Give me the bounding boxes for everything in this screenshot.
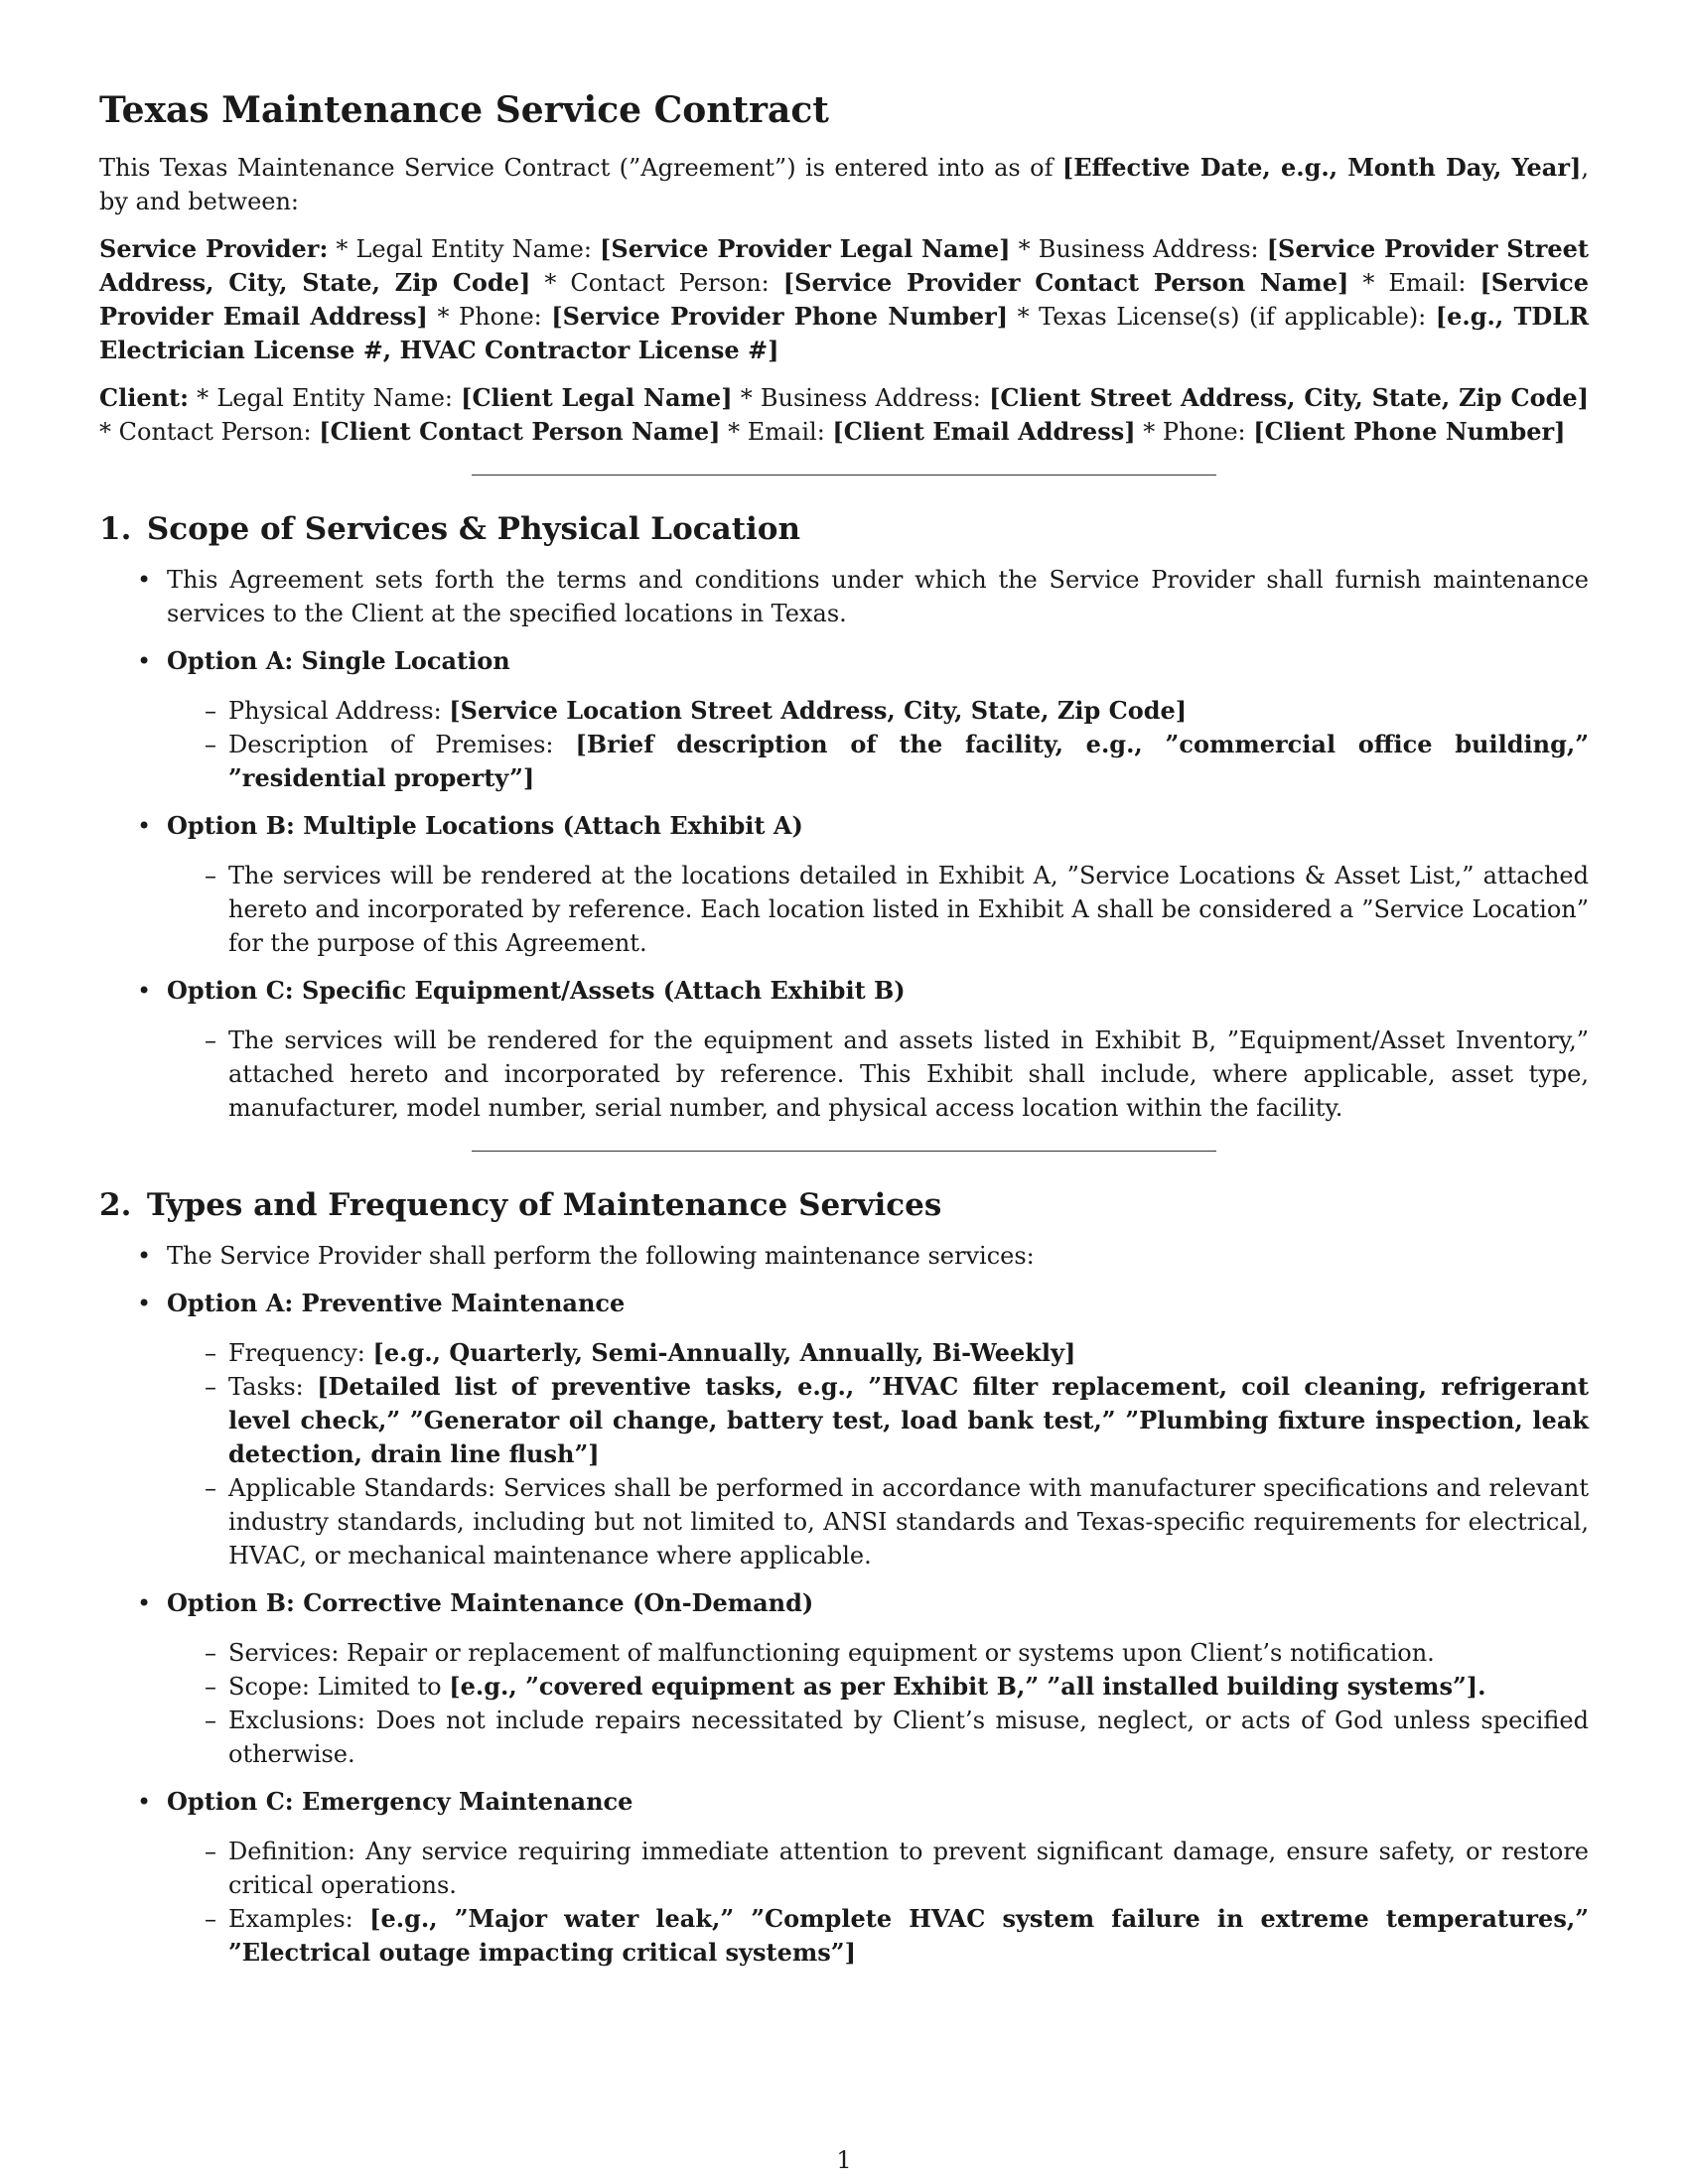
section-2-list: [99, 1239, 1589, 1970]
field-label: Description of Premises:: [228, 731, 576, 758]
list-item: [99, 563, 1589, 630]
option-b-sublist: [167, 1636, 1589, 1771]
examples-placeholder: [e.g., ”Major water leak,” ”Complete HVAC system failure in extreme temperatures,” ”Electrical outage impacting critical systems”]: [228, 1904, 1589, 1967]
section-1-list: [99, 563, 1589, 1125]
field-label: * Legal Entity Name:: [189, 384, 462, 412]
document-page: [99, 69, 1589, 1983]
provider-email-placeholder: [Service Provider Email Address]: [99, 268, 1589, 331]
list-item: – Applicable Standards: Services shall be performed in accordance with manufacturer specifications and relevant industry standards, including but not limited to, ANSI standards and Texas-specific requirements for electrical, HVAC, or mechanical maintenance where applicable.: [167, 1471, 1589, 1572]
field-label: Examples:: [228, 1905, 370, 1933]
client-address-placeholder: [Client Street Address, City, State, Zip Code]: [989, 383, 1589, 412]
section-divider: [472, 475, 1216, 476]
list-item: [167, 694, 1589, 728]
provider-phone-placeholder: [Service Provider Phone Number]: [551, 302, 1009, 331]
option-c-label: Option C: Emergency Maintenance: [167, 1787, 633, 1816]
list-item: – The services will be rendered at the locations detailed in Exhibit A, ”Service Locations & Asset List,” attached hereto and incorporated by reference. Each location listed in Exhibit A shall be considered a ”Service Location” for the purpose of this Agreement.: [167, 859, 1589, 960]
list-item: – The services will be rendered for the equipment and assets listed in Exhibit B, ”Equipment/Asset Inventory,” attached hereto and incorporated by reference. This Exhibit shall include, where applicable, asset type, manufacturer, model number, serial number, and physical access location within the facility.: [167, 1024, 1589, 1125]
field-label: * Business Address:: [732, 384, 990, 412]
field-label: * Business Address:: [1010, 235, 1267, 263]
intro-text: This Texas Maintenance Service Contract (”Agreement”) is entered into as of: [99, 154, 1062, 182]
section-divider: [472, 1151, 1216, 1152]
client-contact-placeholder: [Client Contact Person Name]: [319, 417, 721, 446]
client-email-placeholder: [Client Email Address]: [832, 417, 1136, 446]
document-title: Texas Maintenance Service Contract: [99, 89, 829, 131]
list-item: [167, 1336, 1589, 1370]
list-item: [167, 1902, 1589, 1970]
service-provider-label: Service Provider:: [99, 234, 329, 263]
provider-legal-name-placeholder: [Service Provider Legal Name]: [600, 234, 1011, 263]
field-label: * Texas License(s) (if applicable):: [1008, 303, 1436, 331]
intro-text-end: , by and between:: [99, 154, 1589, 215]
client-paragraph: [99, 381, 1589, 449]
field-label: Scope: Limited to: [228, 1673, 450, 1701]
option-a-sublist: [167, 1336, 1589, 1572]
service-provider-paragraph: [99, 232, 1589, 367]
section-1-intro: This Agreement sets forth the terms and conditions under which the Service Provider shall furnish maintenance services to the Client at the specified locations in Texas.: [167, 566, 1589, 627]
premises-description-placeholder: [Brief description of the facility, e.g., ”commercial office building,” ”residential property”]: [228, 730, 1590, 792]
option-a-label: Option A: Preventive Maintenance: [167, 1289, 626, 1317]
frequency-placeholder: [e.g., Quarterly, Semi-Annually, Annually, Bi-Weekly]: [372, 1338, 1076, 1367]
field-label: * Contact Person:: [99, 418, 320, 446]
client-phone-placeholder: [Client Phone Number]: [1253, 417, 1566, 446]
section-1-heading: 1. Scope of Services & Physical Location: [99, 511, 801, 547]
option-b-sublist: [167, 859, 1589, 960]
tasks-placeholder: [Detailed list of preventive tasks, e.g., ”HVAC filter replacement, coil cleaning, refrigerant level check,” ”Generator oil change, battery test, load bank test,” ”Plumbing fixture inspection, leak detection, drain line flush”]: [228, 1372, 1590, 1468]
location-address-placeholder: [Service Location Street Address, City, State, Zip Code]: [449, 696, 1188, 725]
provider-license-placeholder: [e.g., TDLR Electrician License #, HVAC Contractor License #]: [99, 302, 1590, 364]
option-b-label: Option B: Multiple Locations (Attach Exhibit A): [167, 811, 803, 840]
section-2-intro: The Service Provider shall perform the following maintenance services:: [167, 1242, 1035, 1270]
intro-paragraph: [99, 151, 1589, 218]
list-item: [99, 809, 1589, 960]
list-item: – Exclusions: Does not include repairs necessitated by Client’s misuse, neglect, or acts of God unless specified otherwise.: [167, 1704, 1589, 1771]
list-item: [167, 728, 1589, 795]
client-label: Client:: [99, 383, 189, 412]
option-a-label: Option A: Single Location: [167, 646, 510, 675]
page-number: 1: [836, 2146, 852, 2174]
provider-address-placeholder: [Service Provider Street Address, City, State, Zip Code]: [99, 234, 1589, 297]
field-label: * Contact Person:: [530, 269, 783, 297]
option-c-sublist: [167, 1835, 1589, 1970]
field-label: Tasks:: [228, 1373, 318, 1401]
option-c-sublist: [167, 1024, 1589, 1125]
list-item: [99, 1239, 1589, 1273]
list-item: – Definition: Any service requiring immediate attention to prevent significant damage, ensure safety, or restore critical operations.: [167, 1835, 1589, 1902]
field-label: * Email:: [1348, 269, 1480, 297]
list-item: [99, 644, 1589, 795]
client-legal-name-placeholder: [Client Legal Name]: [461, 383, 733, 412]
list-item: – Services: Repair or replacement of malfunctioning equipment or systems upon Client’s notification.: [167, 1636, 1589, 1670]
field-label: * Email:: [720, 418, 833, 446]
section-2-heading: 2. Types and Frequency of Maintenance Services: [99, 1187, 942, 1223]
field-label: * Phone:: [1135, 418, 1254, 446]
field-label: * Legal Entity Name:: [328, 235, 601, 263]
list-item: [167, 1670, 1589, 1704]
field-label: Frequency:: [228, 1339, 373, 1367]
list-item: [99, 1785, 1589, 1970]
list-item: [99, 974, 1589, 1125]
provider-contact-placeholder: [Service Provider Contact Person Name]: [782, 268, 1349, 297]
list-item: [99, 1586, 1589, 1771]
option-a-sublist: [167, 694, 1589, 795]
field-label: * Phone:: [427, 303, 552, 331]
list-item: [99, 1287, 1589, 1572]
effective-date-placeholder: [Effective Date, e.g., Month Day, Year]: [1061, 153, 1582, 182]
scope-placeholder: [e.g., ”covered equipment as per Exhibit B,” ”all installed building systems”].: [449, 1672, 1486, 1701]
field-label: Physical Address:: [228, 697, 450, 725]
option-b-label: Option B: Corrective Maintenance (On-Demand): [167, 1588, 814, 1617]
list-item: [167, 1370, 1589, 1471]
option-c-label: Option C: Specific Equipment/Assets (Attach Exhibit B): [167, 976, 906, 1005]
